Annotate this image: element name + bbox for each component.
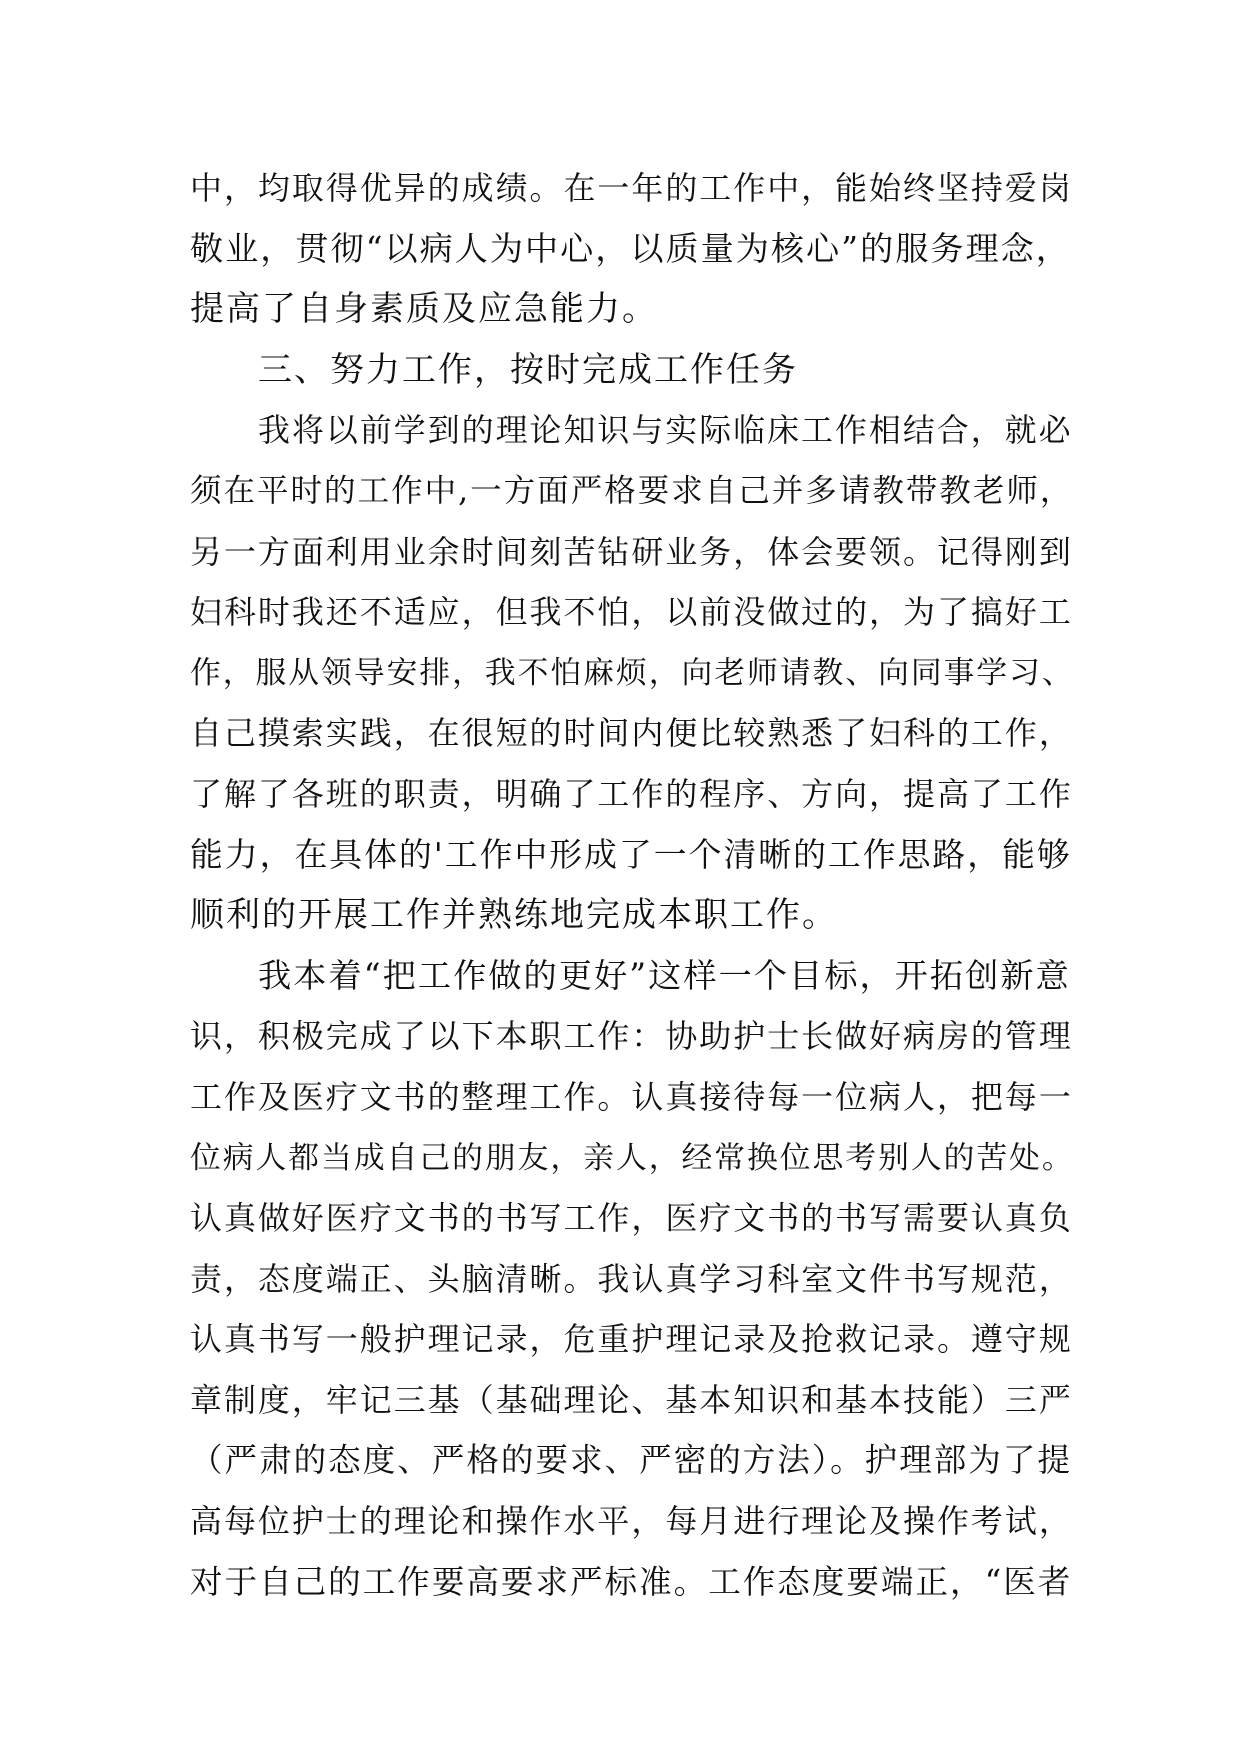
text-line: 对于自己的工作要高要求严标准。工作态度要端正，“医者 [190,1562,1073,1601]
text-line: 中，均取得优异的成绩。在一年的工作中，能始终坚持爱岗 [190,169,1073,207]
text-line: 责，态度端正、头脑清晰。我认真学习科室文件书写规范， [190,1259,1073,1298]
text-line: 妇科时我还不适应，但我不怕，以前没做过的，为了搞好工 [190,593,1073,632]
text-line: 另一方面利用业余时间刻苦钻研业务，体会要领。记得刚到 [190,532,1073,571]
text-line: 章制度，牢记三基（基础理论、基本知识和基本技能）三严 [190,1380,1073,1419]
text-line: 识，积极完成了以下本职工作：协助护士长做好病房的管理 [190,1017,1073,1056]
body-text [190,158,1075,1612]
text-line: 工作及医疗文书的整理工作。认真接待每一位病人，把每一 [190,1077,1073,1116]
text-line: 能力，在具体的'工作中形成了一个清晰的工作思路，能够 [190,835,1072,874]
text-line: 认真书写一般护理记录，危重护理记录及抢救记录。遵守规 [190,1320,1073,1359]
text-line: 作，服从领导安排，我不怕麻烦，向老师请教、向同事学习、 [190,654,1075,691]
text-line: （严肃的态度、严格的要求、严密的方法）。护理部为了提 [190,1441,1072,1480]
text-line: 三、努力工作，按时完成工作任务 [258,349,798,390]
text-line: 位病人都当成自己的朋友，亲人，经常换位思考别人的苦处。 [190,1139,1075,1176]
text-line: 自己摸索实践，在很短的时间内便比较熟悉了妇科的工作， [190,714,1073,753]
text-line: 高每位护士的理论和操作水平，每月进行理论及操作考试， [190,1502,1073,1541]
text-line: 敬业，贯彻“以病人为中心，以质量为核心”的服务理念， [190,228,1071,268]
text-line: 我本着“把工作做的更好”这样一个目标，开拓创新意 [258,955,1071,995]
text-line: 顺利的开展工作并熟练地完成本职工作。 [190,895,838,936]
text-line: 须在平时的工作中,一方面严格要求自己并多请教带教老师， [190,472,1074,509]
text-line: 了解了各班的职责，明确了工作的程序、方向，提高了工作 [190,774,1073,813]
text-line: 认真做好医疗文书的书写工作，医疗文书的书写需要认真负 [190,1199,1073,1238]
text-line: 提高了自身素质及应急能力。 [190,289,658,330]
text-line: 我将以前学到的理论知识与实际临床工作相结合，就必 [258,411,1073,450]
